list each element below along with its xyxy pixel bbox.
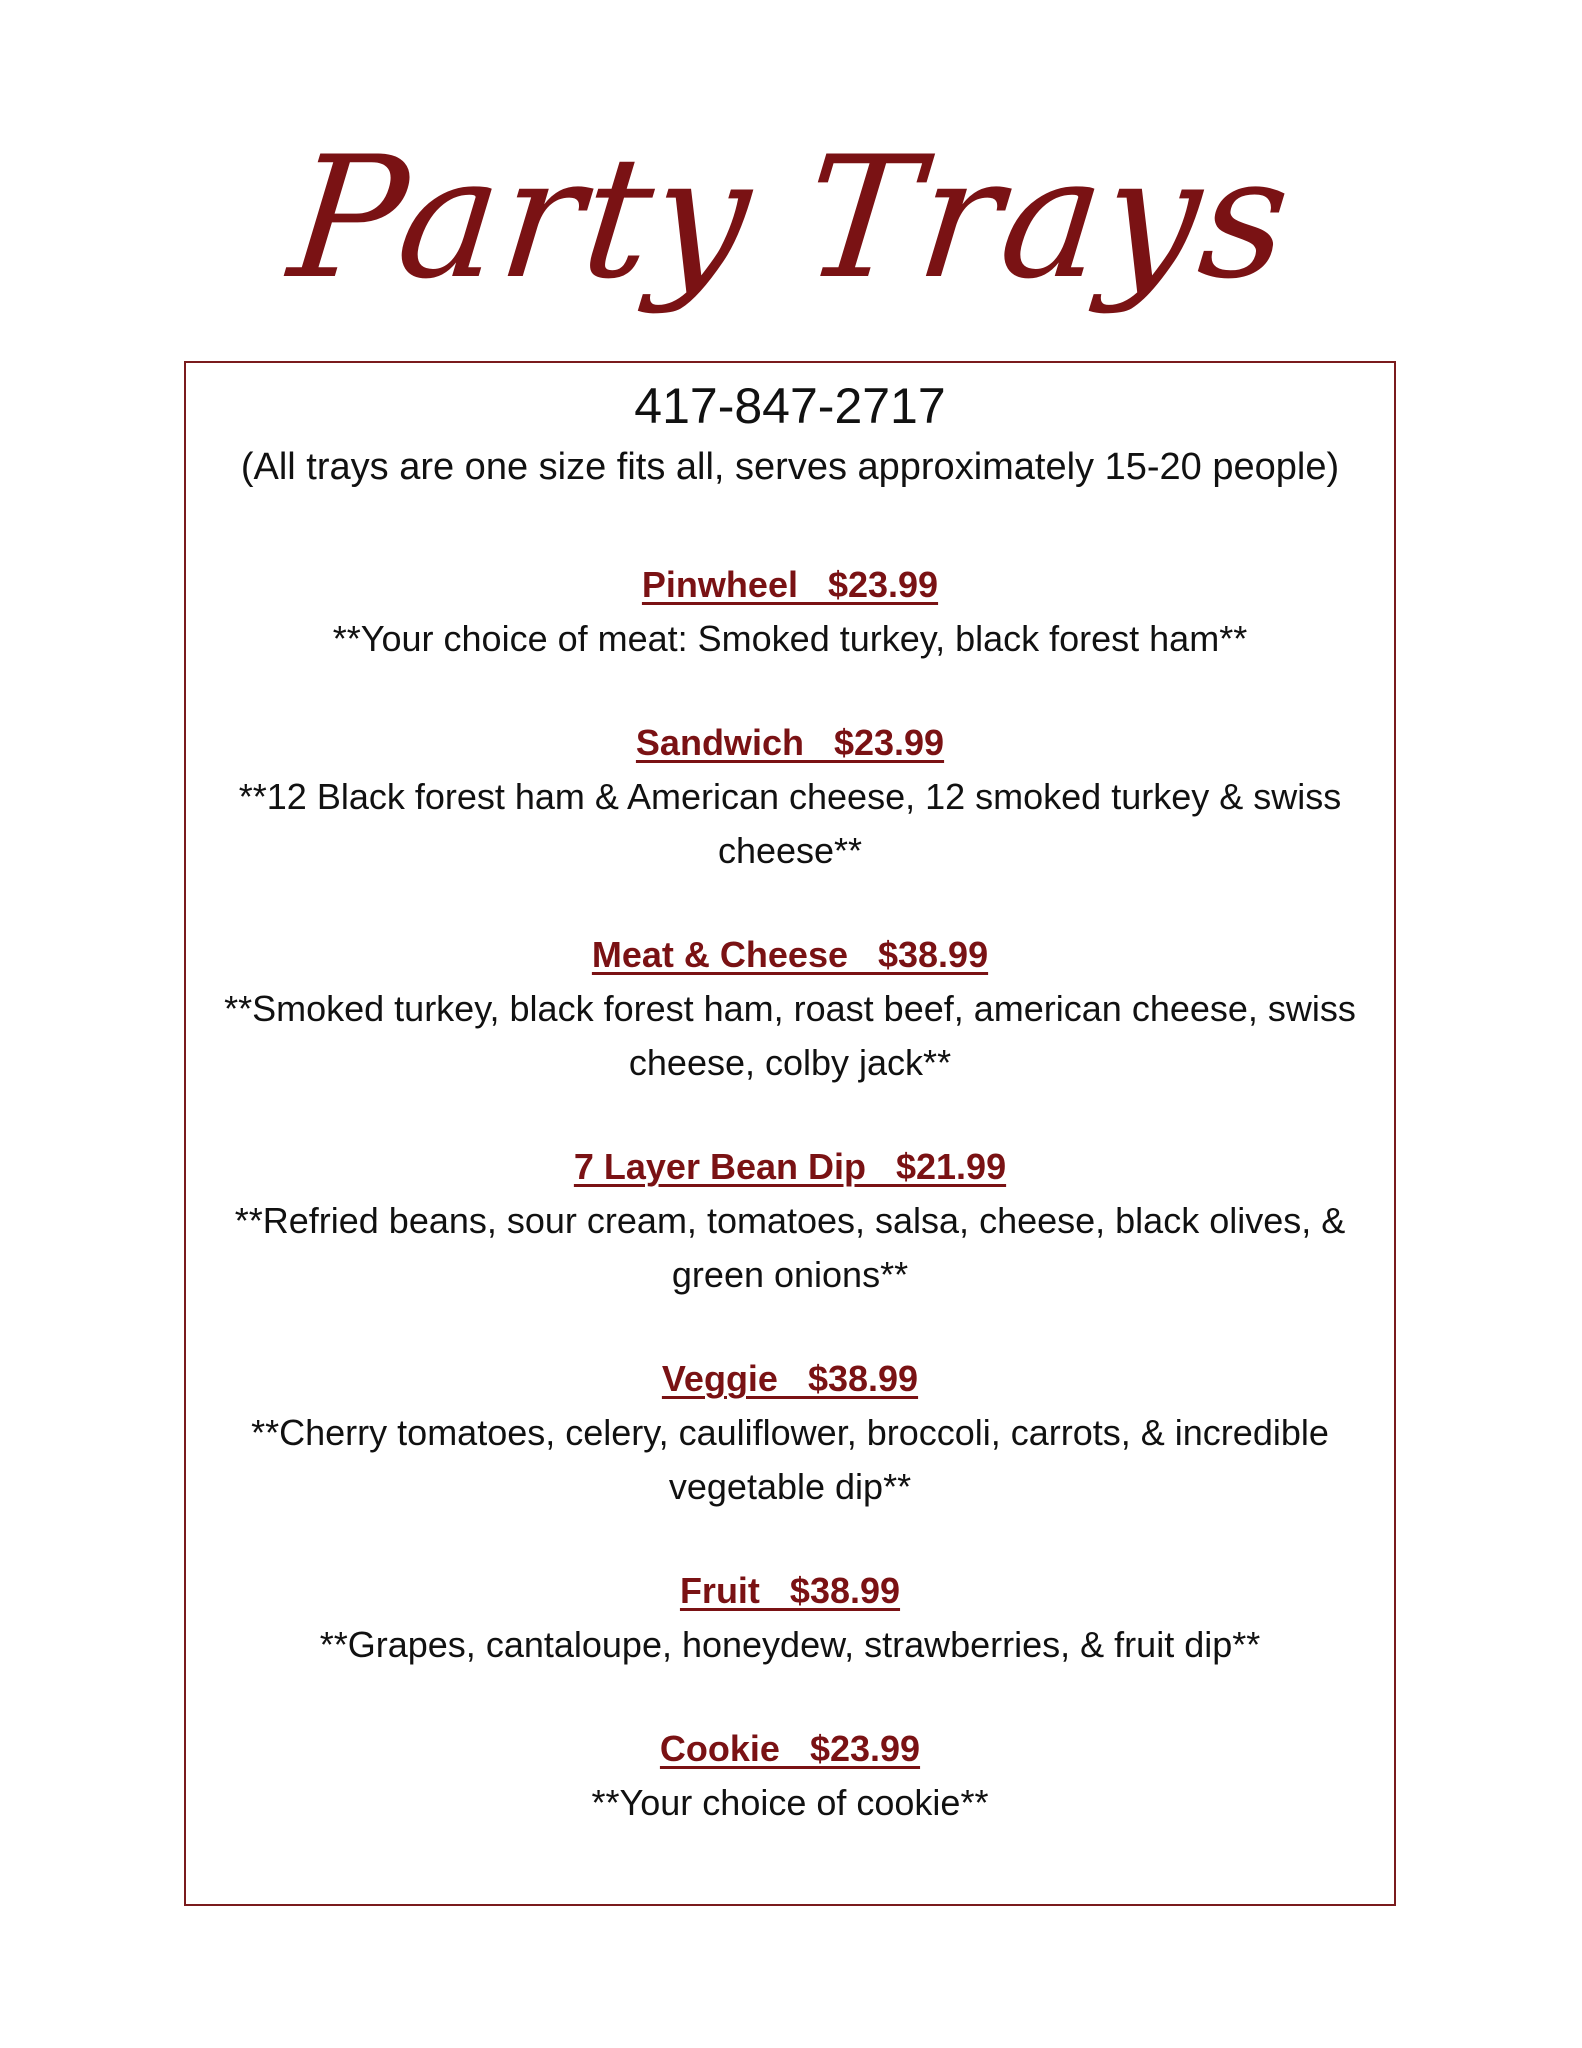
tray-heading: Fruit $38.99 [679, 1570, 901, 1611]
tray-description: **Cherry tomatoes, celery, cauliflower, broccoli, carrots, & incredible vegetable dip** [251, 1412, 1329, 1507]
tray-item-pinwheel [186, 558, 1394, 666]
serving-note: (All trays are one size fits all, serves approximately 15-20 people) [240, 446, 1340, 488]
tray-heading: Meat & Cheese $38.99 [591, 934, 989, 975]
tray-item-meat-cheese [186, 928, 1394, 1090]
tray-item-bean-dip [186, 1140, 1394, 1302]
tray-item-sandwich [186, 716, 1394, 878]
tray-description: **Smoked turkey, black forest ham, roast beef, american cheese, swiss cheese, colby jack** [224, 988, 1356, 1083]
tray-heading: Veggie $38.99 [661, 1358, 919, 1399]
tray-description: **Your choice of meat: Smoked turkey, black forest ham** [332, 618, 1248, 659]
tray-heading: Sandwich $23.99 [635, 722, 945, 763]
tray-item-veggie [186, 1352, 1394, 1514]
tray-list [186, 558, 1394, 1880]
tray-heading: Pinwheel $23.99 [641, 564, 939, 605]
tray-description: **Grapes, cantaloupe, honeydew, strawberries, & fruit dip** [319, 1624, 1261, 1665]
phone-number: 417-847-2717 [634, 378, 946, 434]
tray-heading: 7 Layer Bean Dip $21.99 [573, 1146, 1007, 1187]
tray-item-cookie [186, 1722, 1394, 1830]
tray-item-fruit [186, 1564, 1394, 1672]
menu-box [184, 361, 1396, 1906]
tray-description: **Refried beans, sour cream, tomatoes, salsa, cheese, black olives, & green onions** [234, 1200, 1346, 1295]
tray-heading: Cookie $23.99 [659, 1728, 921, 1769]
tray-description: **Your choice of cookie** [591, 1782, 989, 1823]
tray-description: **12 Black forest ham & American cheese, 12 smoked turkey & swiss cheese** [238, 776, 1342, 871]
page-title: Party Trays [281, 120, 1301, 316]
